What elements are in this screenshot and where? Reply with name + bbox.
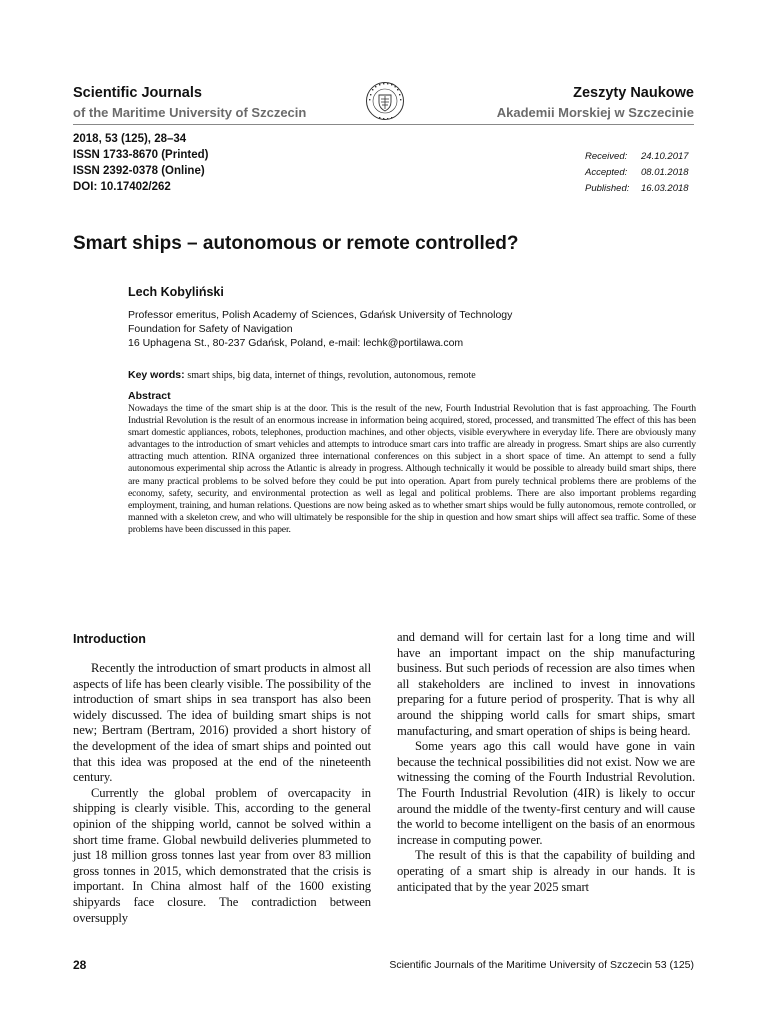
running-footer: Scientific Journals of the Maritime University of Szczecin 53 (125) <box>389 959 694 971</box>
article-title: Smart ships – autonomous or remote controlled? <box>73 233 519 254</box>
published-date: 16.03.2018 <box>641 183 689 194</box>
page-number: 28 <box>73 958 87 972</box>
section-heading-introduction: Introduction <box>73 632 146 646</box>
abstract-heading: Abstract <box>128 390 171 402</box>
keywords <box>128 369 476 381</box>
body-column-left <box>73 661 371 926</box>
paragraph: Recently the introduction of smart products in almost all aspects of life has been clearly visible. The possibility of the introduction of smart ships in sea transport has also been widely discussed. The idea of building smart ships is not new; Bertram (Bertram, 2016) provided a short history of the development of the idea of smart ships and pointed out that this idea was proposed at the end of the nineteenth century. <box>73 661 371 785</box>
accepted-date: 08.01.2018 <box>641 167 689 178</box>
keywords-label: Key words: <box>128 369 185 381</box>
accepted-row <box>585 165 689 181</box>
affiliation-line: Foundation for Safety of Navigation <box>128 323 293 335</box>
paragraph: Currently the global problem of overcapacity in shipping is clearly visible. This, according to the general opinion of the shipping world, cannot be solved within a short time frame. Global newbuild deliveries plummeted to just 18 million gross tonnes last year from over 83 million gross tonnes in 2015, which demonstrated that the crisis is important. In China almost half of the 1600 existing shipyards face closure. The contradiction between oversupply <box>73 785 371 925</box>
citation: 2018, 53 (125), 28–34 <box>73 133 187 145</box>
affiliation-line: 16 Uphagena St., 80-237 Gdańsk, Poland, e-mail: lechk@portilawa.com <box>128 337 464 349</box>
affiliation-line: Professor emeritus, Polish Academy of Sciences, Gdańsk University of Technology <box>128 309 513 321</box>
paragraph: The result of this is that the capability of building and operating of a smart ship is already in our hands. It is anticipated that by the year 2025 smart <box>397 848 695 894</box>
keywords-list: smart ships, big data, internet of things, revolution, autonomous, remote <box>187 370 476 381</box>
published-row <box>585 181 689 197</box>
journal-name: Scientific Journals <box>73 85 202 101</box>
paragraph: and demand will for certain last for a long time and will have an important impact on the ship manufacturing business. But such periods of recession are also times when all stakeholders are inclined to invest in innovations preparing for a future period of prosperity. That is why all around the shipping world calls for smart ships, smart manufacturing, and smart operation of ships is being heard. <box>397 630 695 738</box>
author-affiliation <box>128 308 512 350</box>
accepted-label: Accepted: <box>585 167 628 178</box>
received-label: Received: <box>585 151 628 162</box>
doi: DOI: 10.17402/262 <box>73 181 171 193</box>
abstract-text: Nowadays the time of the smart ship is at the door. This is the result of the new, Fourth Industrial Revolution that is fast approaching. The Fourth Industrial Revolution is the result of an enormous increase in information being acquired, stored, processed, and transmitted The effect of this has been smart domestic appliances, robots, telephones, production machines, and other objects, visible everywhere in everyday life. There are obviously many advantages to the introduction of smart vehicles and attempts to introduce smart cars into traffic are already in progress. Smart ships are also currently attracting much attention. RINA organized three international conferences on this subject in a short space of time. An attempt to send a fully autonomous experimental ship across the Atlantic is already in progress. Although technically it would be possible to already build smart ships, there are many practical problems to be solved before they could be put into operation. Apart from purely technical problems there are problems of the economy, safety, security, and environmental protection as well as legal and political problems. There are also important problems regarding employment, training, and human relations. Questions are now being asked as to whether smart ships would be fully autonomous, remote controlled, or manned with a skeleton crew, and who will ultimately be responsible for the ship in question and how smart ships will affect sea traffic. Some of these problems have been discussed in this paper. <box>128 403 696 535</box>
journal-subtitle-polish: Akademii Morskiej w Szczecinie <box>496 105 694 120</box>
published-label: Published: <box>585 183 630 194</box>
received-row <box>585 149 689 165</box>
body-column-right <box>397 630 695 895</box>
journal-title-polish <box>497 84 694 122</box>
publication-meta <box>73 131 209 195</box>
journal-name-polish: Zeszyty Naukowe <box>573 85 694 101</box>
paragraph: Some years ago this call would have gone in vain because the technical possibilities did not exist. Now we are witnessing the coming of the Fourth Industrial Revolution. The Fourth Industrial Revolution (4IR) is likely to occur around the middle of the twenty-first century and will cause the world to become intelligent on the basis of an enormous increase in computing power. <box>397 739 695 847</box>
issn-online: ISSN 2392-0378 (Online) <box>73 165 205 177</box>
journal-subtitle: of the Maritime University of Szczecin <box>73 105 307 120</box>
university-seal-logo <box>365 80 405 122</box>
header-divider <box>73 124 694 125</box>
author-name: Lech Kobyliński <box>128 285 224 299</box>
journal-title-english <box>73 84 306 122</box>
issn-print: ISSN 1733-8670 (Printed) <box>73 149 209 161</box>
article-dates <box>585 149 689 197</box>
received-date: 24.10.2017 <box>641 151 689 162</box>
